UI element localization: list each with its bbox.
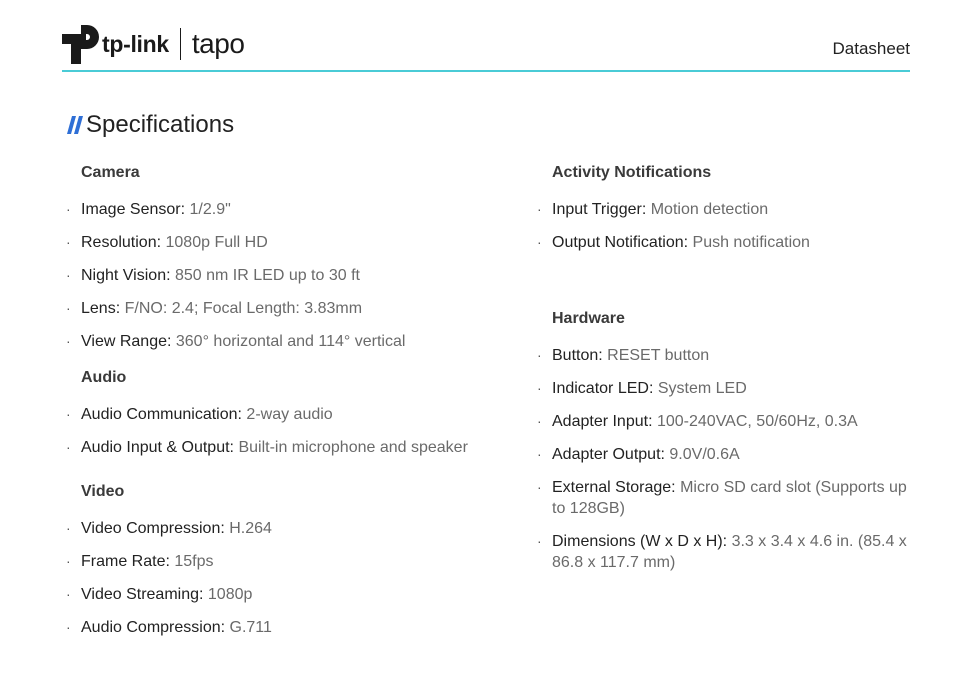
spec-value: RESET button [607, 347, 710, 364]
spec-key: Dimensions (W x D x H): [552, 533, 732, 550]
spec-item [66, 617, 506, 638]
bullet-icon: · [66, 406, 71, 422]
spec-group [537, 309, 917, 573]
bullet-icon: · [537, 479, 542, 495]
brand-tapo-text: tapo [191, 28, 245, 59]
spec-key: Lens: [81, 300, 125, 317]
spec-list [66, 199, 506, 352]
spec-value: Built-in microphone and speaker [238, 439, 468, 456]
spec-key: Audio Input & Output: [81, 439, 239, 456]
spec-item [66, 265, 506, 286]
spec-value: 360° horizontal and 114° vertical [175, 333, 406, 350]
brand-divider [180, 28, 181, 60]
spec-key: Adapter Input: [552, 413, 657, 430]
doc-type-label: Datasheet [832, 39, 910, 58]
header-divider [62, 70, 910, 72]
bullet-icon: · [66, 201, 71, 217]
spec-value: 1/2.9" [189, 201, 231, 218]
spec-value: 850 nm IR LED up to 30 ft [174, 267, 360, 284]
spec-value: System LED [657, 380, 747, 397]
spec-value: Motion detection [650, 201, 769, 218]
spec-key: Night Vision: [81, 267, 175, 284]
spec-key: Image Sensor: [81, 201, 190, 218]
spec-value: 9.0V/0.6A [669, 446, 740, 463]
spec-key: Audio Compression: [81, 619, 230, 636]
bullet-icon: · [537, 380, 542, 396]
double-slash-icon [67, 116, 83, 134]
bullet-icon: · [537, 446, 542, 462]
spec-item [537, 199, 917, 220]
tplink-logo-icon [62, 22, 100, 66]
spec-key: Indicator LED: [552, 380, 658, 397]
spec-item [66, 437, 506, 458]
bullet-icon: · [537, 413, 542, 429]
spec-group-title: Video [81, 483, 125, 500]
spec-key: Audio Communication: [81, 406, 247, 423]
spec-column-left [66, 163, 506, 638]
spec-key: Video Compression: [81, 520, 230, 537]
spec-item [537, 477, 917, 519]
spec-group-title: Activity Notifications [552, 164, 712, 181]
section-heading [67, 111, 234, 139]
spec-key: Video Streaming: [81, 586, 208, 603]
spec-value: Micro SD card slot (Supports up to 128GB) [552, 479, 907, 517]
spec-group-title: Audio [81, 369, 127, 386]
spec-group [537, 163, 917, 253]
spec-key: Button: [552, 347, 608, 364]
spec-column-right [537, 163, 917, 573]
spec-group [66, 482, 506, 638]
spec-group [66, 368, 506, 458]
spec-group [66, 163, 506, 352]
spec-item [66, 518, 506, 539]
spec-value: Push notification [692, 234, 810, 251]
spec-item [66, 404, 506, 425]
spec-list [66, 518, 506, 638]
spec-key: Resolution: [81, 234, 166, 251]
bullet-icon: · [66, 619, 71, 635]
section-title: Specifications [86, 111, 235, 138]
spec-item [537, 531, 917, 573]
spec-value: 3.3 x 3.4 x 4.6 in. (85.4 x 86.8 x 117.7 mm) [552, 533, 907, 571]
spec-key: Adapter Output: [552, 446, 670, 463]
brand-logo [62, 22, 244, 66]
spec-group-title: Camera [81, 164, 140, 181]
spec-item [66, 584, 506, 605]
bullet-icon: · [66, 586, 71, 602]
spec-key: Input Trigger: [552, 201, 651, 218]
spec-value: 1080p Full HD [165, 234, 268, 251]
page-header [62, 20, 910, 72]
bullet-icon: · [66, 300, 71, 316]
spec-key: View Range: [81, 333, 176, 350]
bullet-icon: · [66, 333, 71, 349]
bullet-icon: · [66, 520, 71, 536]
spec-value: H.264 [229, 520, 272, 537]
spec-key: Frame Rate: [81, 553, 175, 570]
bullet-icon: · [66, 553, 71, 569]
spec-item [66, 232, 506, 253]
bullet-icon: · [66, 267, 71, 283]
spec-item [537, 411, 917, 432]
bullet-icon: · [537, 533, 542, 549]
brand-tplink-text: tp-link [102, 30, 169, 57]
spec-item [66, 331, 506, 352]
bullet-icon: · [66, 439, 71, 455]
spec-value: 15fps [174, 553, 214, 570]
spec-value: G.711 [229, 619, 272, 636]
spec-key: External Storage: [552, 479, 681, 496]
spec-item [66, 551, 506, 572]
spec-value: F/NO: 2.4; Focal Length: 3.83mm [124, 300, 363, 317]
spec-item [66, 298, 506, 319]
spec-item [537, 345, 917, 366]
spec-list [66, 404, 506, 458]
spec-item [537, 444, 917, 465]
spec-group-title: Hardware [552, 310, 625, 327]
spec-item [537, 378, 917, 399]
spec-list [537, 199, 917, 253]
bullet-icon: · [537, 201, 542, 217]
bullet-icon: · [537, 234, 542, 250]
bullet-icon: · [537, 347, 542, 363]
spec-value: 2-way audio [246, 406, 333, 423]
spec-key: Output Notification: [552, 234, 693, 251]
spec-value: 1080p [207, 586, 253, 603]
spec-value: 100-240VAC, 50/60Hz, 0.3A [656, 413, 858, 430]
spec-item [537, 232, 917, 253]
spec-item [66, 199, 506, 220]
spec-list [537, 345, 917, 573]
bullet-icon: · [66, 234, 71, 250]
